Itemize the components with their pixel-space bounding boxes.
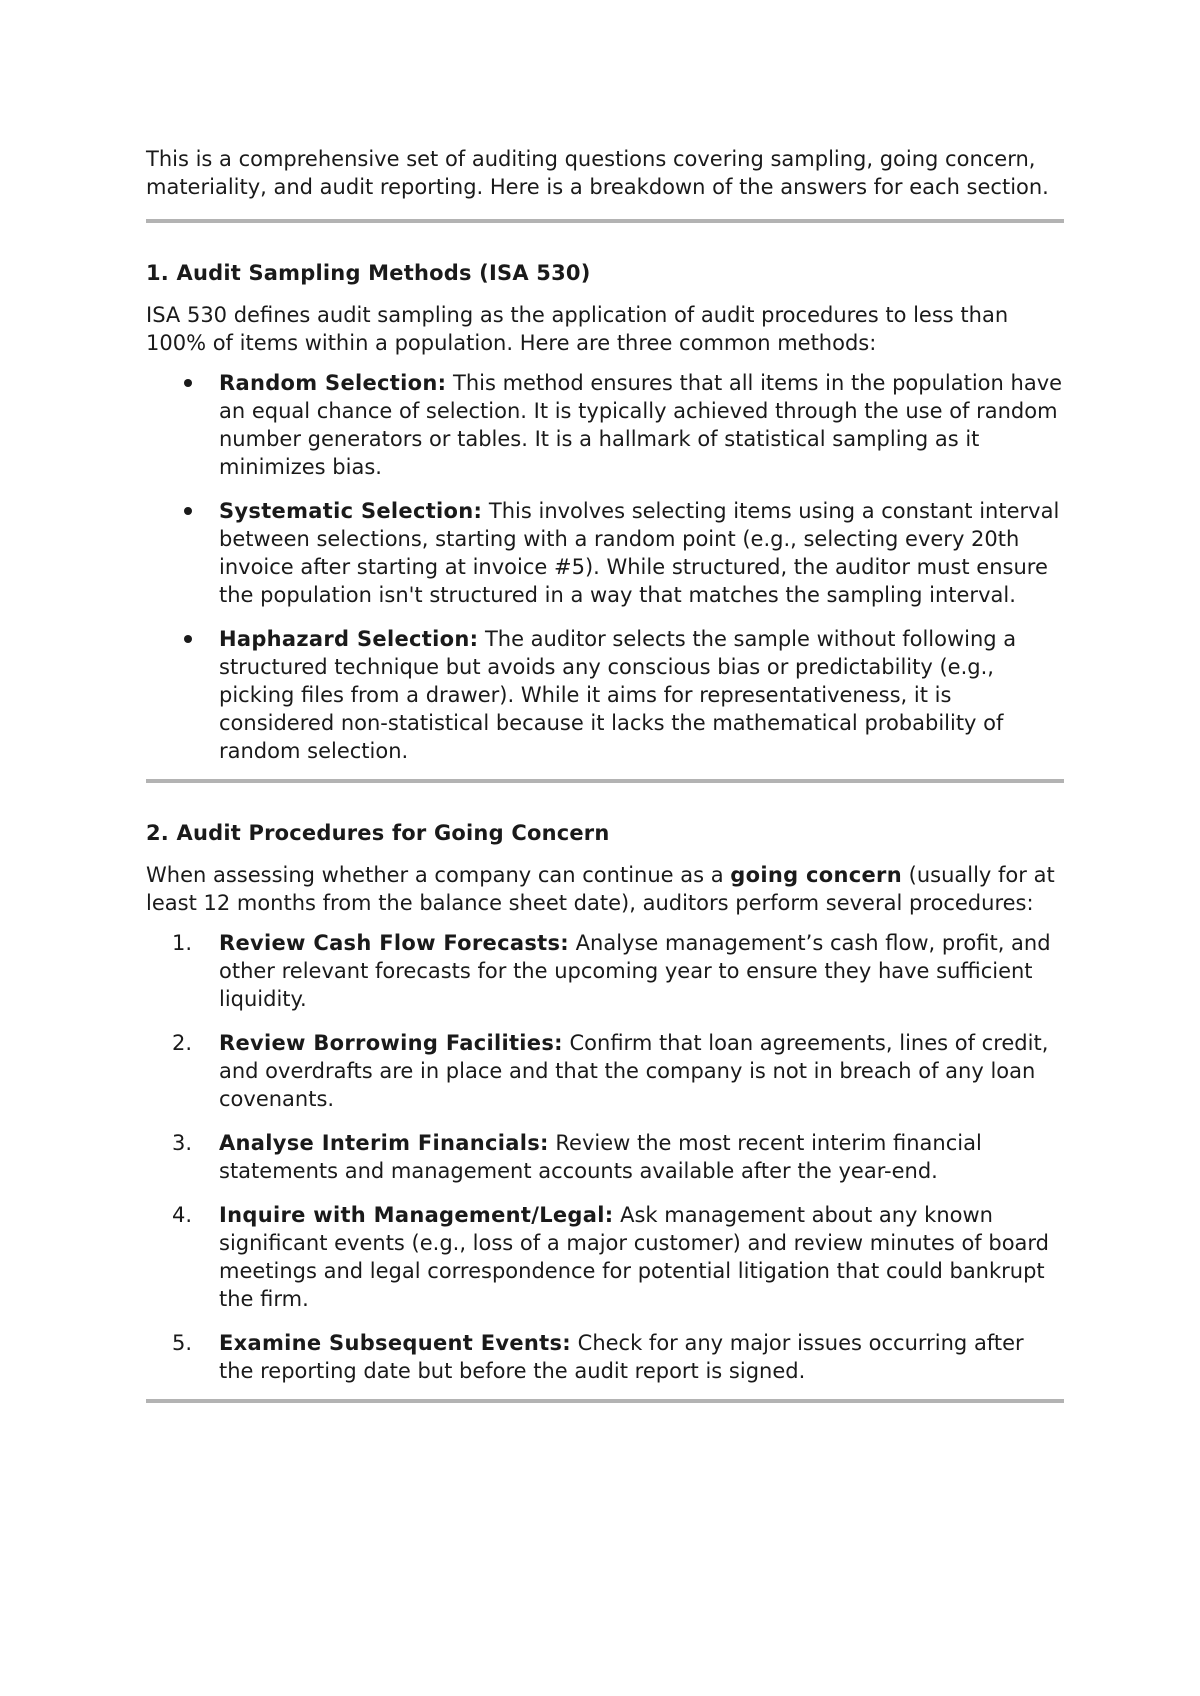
section-2-heading: 2. Audit Procedures for Going Concern [146, 821, 610, 845]
list-item [146, 1329, 1064, 1385]
list-item [146, 625, 1064, 765]
list-item [146, 497, 1064, 609]
list-item-term: Examine Subsequent Events: [219, 1331, 571, 1355]
list-item-text: This method ensures that all items in the population have an equal chance of selection. It is typically achieved through the use of random number generators or tables. It is a hallmark of statistical sampling as it minimizes bias. [219, 371, 1063, 479]
list-item-number: 3. [172, 1131, 193, 1155]
section-divider [146, 219, 1064, 223]
list-item-term: Analyse Interim Financials: [219, 1131, 549, 1155]
list-item-number: 5. [172, 1331, 193, 1355]
list-item [146, 1129, 1064, 1185]
list-item [146, 369, 1064, 481]
list-item-term: Inquire with Management/Legal: [219, 1203, 614, 1227]
section-2-intro-emphasis: going concern [730, 863, 902, 887]
document-page [146, 145, 1064, 1403]
list-item [146, 1029, 1064, 1113]
list-item-text: Check for any major issues occurring after the reporting date but before the audit report is signed. [219, 1331, 1024, 1383]
section-2-intro-end: (usually for at least 12 months from the balance sheet date), auditors perform several procedures: [146, 863, 1055, 915]
list-item-term: Review Cash Flow Forecasts: [219, 931, 569, 955]
bullet-icon [184, 507, 192, 515]
list-item-text: Confirm that loan agreements, lines of credit, and overdrafts are in place and that the company is not in breach of any loan covenants. [219, 1031, 1049, 1111]
list-item [146, 929, 1064, 1013]
bullet-icon [184, 379, 192, 387]
section-2-intro-start: When assessing whether a company can continue as a [146, 863, 731, 887]
list-item-number: 2. [172, 1031, 193, 1055]
going-concern-procedures-list [146, 929, 1064, 1385]
section-1-heading: 1. Audit Sampling Methods (ISA 530) [146, 261, 591, 285]
list-item-term: Random Selection: [219, 371, 447, 395]
section-divider [146, 1399, 1064, 1403]
section-2-intro [146, 861, 1064, 917]
list-item-term: Haphazard Selection: [219, 627, 479, 651]
list-item-number: 1. [172, 931, 193, 955]
list-item-number: 4. [172, 1203, 193, 1227]
list-item-term: Review Borrowing Facilities: [219, 1031, 563, 1055]
section-1-intro: ISA 530 defines audit sampling as the application of audit procedures to less than 100% of items within a population. Here are three common methods: [146, 303, 1009, 355]
bullet-icon [184, 635, 192, 643]
list-item-text: Ask management about any known significant events (e.g., loss of a major customer) and review minutes of board meetings and legal correspondence for potential litigation that could bankrupt the firm. [219, 1203, 1050, 1311]
list-item-text: Review the most recent interim financial statements and management accounts available after the year-end. [219, 1131, 982, 1183]
list-item-text: This involves selecting items using a constant interval between selections, starting with a random point (e.g., selecting every 20th invoice after starting at invoice #5). While structured, the auditor must ensure the population isn't structured in a way that matches the sampling interval. [219, 499, 1060, 607]
list-item [146, 1201, 1064, 1313]
list-item-term: Systematic Selection: [219, 499, 483, 523]
intro-paragraph: This is a comprehensive set of auditing questions covering sampling, going concern, materiality, and audit reporting. Here is a breakdown of the answers for each section. [146, 147, 1049, 199]
section-divider [146, 779, 1064, 783]
list-item-text: Analyse management’s cash flow, profit, and other relevant forecasts for the upcoming year to ensure they have sufficient liquidity. [219, 931, 1051, 1011]
sampling-methods-list [146, 369, 1064, 765]
list-item-text: The auditor selects the sample without following a structured technique but avoids any conscious bias or predictability (e.g., picking files from a drawer). While it aims for representativeness, it is considered non-statistical because it lacks the mathematical probability of random selection. [219, 627, 1017, 763]
